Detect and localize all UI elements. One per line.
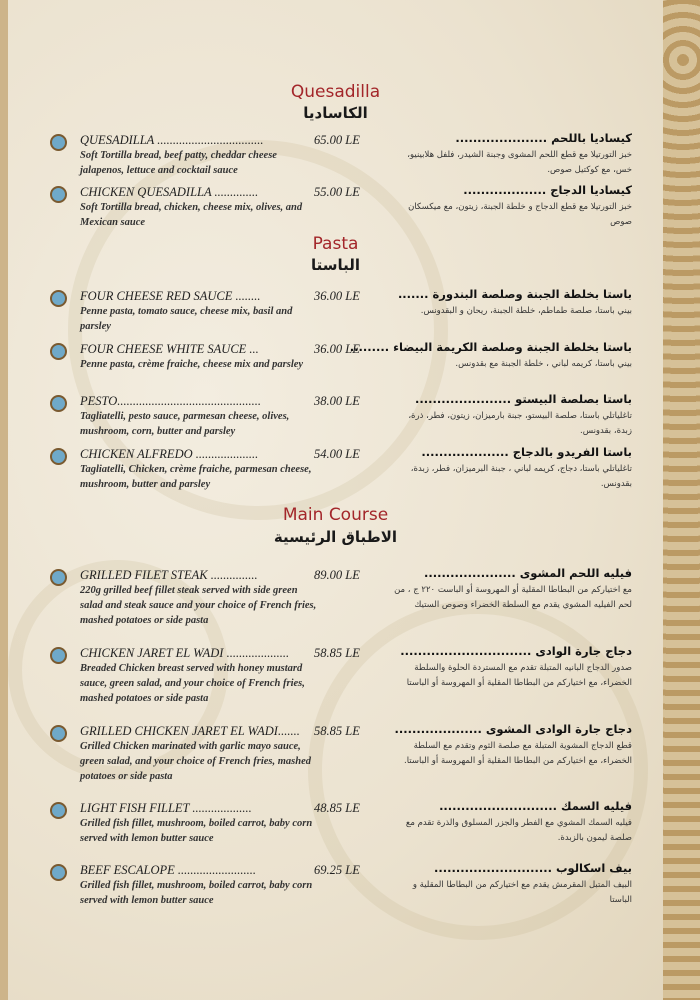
- plate-badge-icon: [50, 725, 67, 742]
- plate-badge-icon: [50, 864, 67, 881]
- item-description-arabic: تاغلياتلي باستا، صلصة البيستو، جبنة بارميزان، زيتون، فطر، ذرة، زبدة، بقدونس.: [408, 411, 632, 436]
- item-name: PESTO..............................................: [80, 394, 262, 408]
- item-name: GRILLED CHICKEN JARET EL WADI.......: [80, 724, 300, 738]
- item-description: Tagliatelli, pesto sauce, parmesan cheese, olives, mushroom, corn, butter and parsley: [80, 411, 290, 437]
- item-name-arabic: فيليه السمك ...........................: [439, 799, 632, 813]
- item-name-arabic: باستا بخلطة الجبنة وصلصة البندورة .......: [397, 287, 632, 301]
- item-description: Soft Tortilla bread, chicken, cheese mix, olives, and Mexican sauce: [80, 202, 303, 228]
- item-description: Soft Tortilla bread, beef patty, cheddar cheese jalapenos, lettuce and cocktail sauce: [80, 150, 277, 176]
- item-name: GRILLED FILET STEAK ...............: [80, 568, 258, 582]
- item-description-arabic: بيني باستا، كريمه لباني ، خلطة الجبنة مع بقدونس.: [455, 359, 632, 369]
- item-description: 220g grilled beef fillet steak served with side green salad and steak sauce and your choice of French fries, mashed potatoes or side pasta: [80, 585, 317, 626]
- item-description-arabic: بيني باستا، صلصة طماطم، خلطة الجبنة، ريحان و البقدونس.: [420, 306, 632, 316]
- item-name-arabic: باستا الفريدو بالدجاج ....................: [421, 445, 632, 459]
- item-description-arabic: مع اختياركم من البطاطا المقلية أو المهروسة أو الباست ٢٢٠ ج ، من لحم الفيليه المشوي يقدم مع السلطة الخضراء وصوص الستيك: [394, 585, 632, 610]
- section-title-arabic: الباستا: [310, 256, 361, 274]
- item-price: 38.00 LE: [314, 394, 360, 408]
- item-description: Grilled fish fillet, mushroom, boiled carrot, baby corn served with lemon butter sauce: [80, 880, 313, 906]
- item-name: BEEF ESCALOPE .........................: [80, 863, 257, 877]
- plate-badge-icon: [50, 448, 67, 465]
- item-description-arabic: فيليه السمك المشوي مع الفطر والجزر المسلوق والذرة تقدم مع صلصة ليمون بالزبدة.: [405, 818, 632, 843]
- item-description-arabic: خبز التورتيلا مع قطع اللحم المشوى وجبنة الشيدر، فلفل هلابينيو، خس، مع كوكتيل صوص.: [407, 150, 632, 175]
- plate-badge-icon: [50, 395, 67, 412]
- section-title-arabic: الكاساديا: [303, 104, 368, 122]
- item-description: Penne pasta, crème fraiche, cheese mix and parsley: [80, 359, 304, 370]
- item-description: Breaded Chicken breast served with honey mustard sauce, green salad, and your choice of French fries, mashed potatoes or side pasta: [80, 663, 305, 704]
- item-price: 65.00 LE: [314, 133, 360, 147]
- item-name: FOUR CHEESE RED SAUCE ........: [80, 289, 261, 303]
- item-name-arabic: كيساديا الدجاج ...................: [463, 183, 632, 197]
- item-name: CHICKEN QUESADILLA ..............: [80, 185, 259, 199]
- item-description: Grilled Chicken marinated with garlic mayo sauce, green salad, and your choice of French fries, mashed potatoes or side pasta: [80, 741, 311, 782]
- item-name: CHICKEN JARET EL WADI ....................: [80, 646, 290, 660]
- item-price: 48.85 LE: [314, 801, 360, 815]
- item-description: Tagliatelli, Chicken, crème fraiche, parmesan cheese, mushroom, butter and parsley: [80, 464, 312, 490]
- item-name-arabic: بيف اسكالوب ...........................: [433, 861, 632, 875]
- item-name-arabic: باستا بصلصة البيستو ......................: [415, 392, 632, 406]
- item-name-arabic: فيليه اللحم المشوى .....................: [423, 566, 632, 580]
- section-title: Main Course: [282, 505, 389, 525]
- plate-badge-icon: [50, 802, 67, 819]
- item-description-arabic: صدور الدجاج البانيه المتبلة تقدم مع المستردة الحلوة والسلطة الخضراء، مع اختياركم من البطاطا المقلية أو المهروسة أو الباستا: [406, 663, 632, 688]
- section-title: Quesadilla: [290, 82, 381, 102]
- item-description-arabic: خبز التورتيلا مع قطع الدجاج و خلطة الجبنة، زيتون، مع ميكسكان صوص: [408, 202, 632, 227]
- item-name: CHICKEN ALFREDO ....................: [80, 447, 259, 461]
- item-price: 36.00 LE: [314, 289, 360, 303]
- item-name: QUESADILLA ..................................: [80, 133, 264, 147]
- ornamental-border: [663, 0, 700, 1000]
- item-description: Penne pasta, tomato sauce, cheese mix, basil and parsley: [80, 306, 293, 332]
- item-price: 58.85 LE: [314, 724, 360, 738]
- plate-badge-icon: [50, 343, 67, 360]
- item-price: 69.25 LE: [314, 863, 360, 877]
- item-price: 36.00 LE: [314, 342, 360, 356]
- item-description: Grilled fish fillet, mushroom, boiled carrot, baby corn served with lemon butter sauce: [80, 818, 313, 844]
- plate-badge-icon: [50, 569, 67, 586]
- plate-badge-icon: [50, 186, 67, 203]
- item-name: LIGHT FISH FILLET ...................: [80, 801, 252, 815]
- item-name-arabic: دجاج جارة الوادى المشوى ....................: [394, 722, 632, 736]
- menu-page: [8, 0, 663, 1000]
- item-description-arabic: تاغلياتلي باستا، دجاج، كريمه لباني ، جبنة البرميزان، فطر، زبدة، بقدونس.: [410, 464, 632, 489]
- item-name-arabic: باستا بخلطة الجبنة وصلصة الكريمة البيضاء .........: [349, 340, 632, 354]
- plate-badge-icon: [50, 134, 67, 151]
- item-name-arabic: دجاج جارة الوادى ..............................: [400, 644, 632, 658]
- item-description-arabic: البيف المتبل المقرمش يقدم مع اختياركم من البطاطا المقلية و الباستا: [412, 880, 632, 905]
- item-name-arabic: كيساديا باللحم .....................: [455, 131, 632, 145]
- item-price: 89.00 LE: [314, 568, 360, 582]
- section-title-arabic: الاطباق الرئيسية: [273, 528, 398, 546]
- plate-badge-icon: [50, 290, 67, 307]
- item-description-arabic: قطع الدجاج المشوية المتبلة مع صلصة الثوم وتقدم مع السلطة الخضراء، مع اختياركم من البطاطا المقلية أو المهروسة أو الباستا.: [404, 741, 632, 766]
- item-price: 55.00 LE: [314, 185, 360, 199]
- item-price: 58.85 LE: [314, 646, 360, 660]
- section-title: Pasta: [312, 234, 359, 254]
- item-price: 54.00 LE: [314, 447, 360, 461]
- item-name: FOUR CHEESE WHITE SAUCE ...: [80, 342, 259, 356]
- plate-badge-icon: [50, 647, 67, 664]
